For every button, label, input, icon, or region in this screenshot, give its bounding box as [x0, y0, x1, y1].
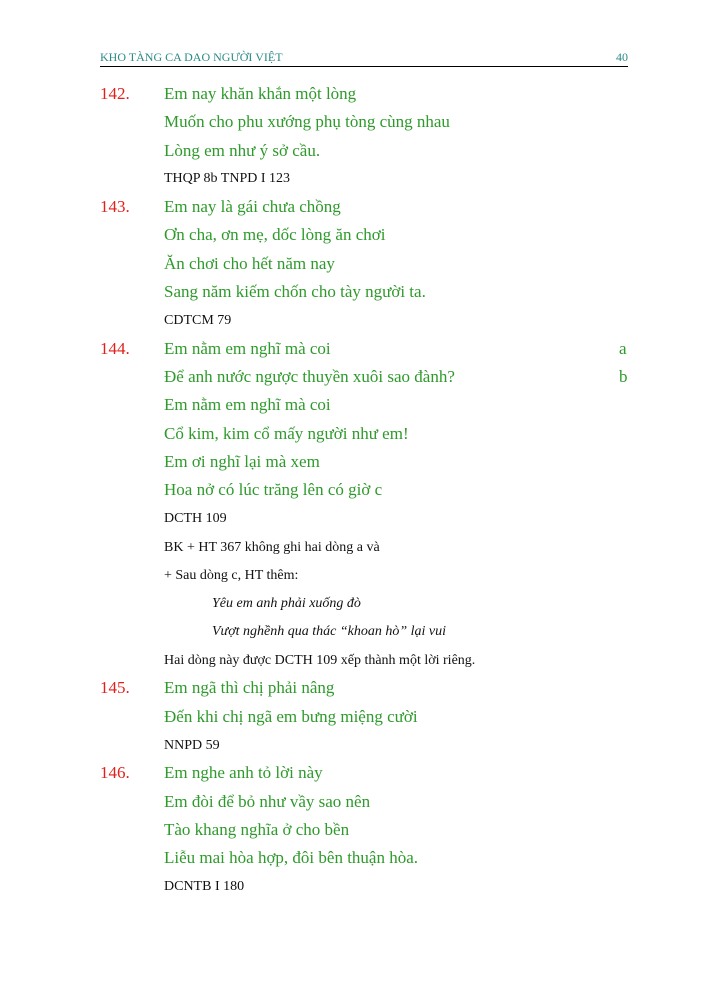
verse-line: Ơn cha, ơn mẹ, dốc lòng ăn chơi: [164, 225, 386, 244]
source-reference: THQP 8b TNPD I 123: [164, 171, 291, 186]
verse-line: Để anh nước ngược thuyền xuôi sao đành?: [164, 367, 455, 386]
verse-line: Ăn chơi cho hết năm nay: [164, 254, 335, 273]
verse-line: Lòng em như ý sở cầu.: [164, 141, 321, 160]
verse-line: Em ơi nghĩ lại mà xem: [164, 452, 320, 471]
verse-line: Em nghe anh tỏ lời này: [164, 763, 323, 782]
verse-line: Em nay là gái chưa chồng: [164, 197, 341, 216]
verse-line: Sang năm kiếm chốn cho tày người ta.: [164, 282, 426, 301]
verse-line: Em nằm em nghĩ mà coi: [164, 339, 331, 358]
verse-line: Muốn cho phu xướng phụ tòng cùng nhau: [164, 112, 450, 131]
line-marker: b: [619, 367, 628, 386]
note-line: BK + HT 367 không ghi hai dòng a và: [164, 540, 380, 555]
line-marker: a: [619, 339, 627, 358]
verse-line: Em đòi để bỏ như vầy sao nên: [164, 792, 371, 811]
verse-line: Hoa nở có lúc trăng lên có giờ c: [164, 480, 383, 499]
quoted-verse: Vượt nghềnh qua thác “khoan hò” lại vui: [212, 624, 447, 639]
source-reference: DCTH 109: [164, 511, 227, 526]
verse-line: Liễu mai hòa hợp, đôi bên thuận hòa.: [164, 848, 419, 867]
book-title: KHO TÀNG CA DAO NGƯỜI VIỆT: [100, 50, 283, 64]
page-header: [100, 50, 628, 67]
verse-line: Cổ kim, kim cổ mấy người như em!: [164, 424, 409, 443]
page-number: 40: [616, 50, 628, 64]
entry-number: 146.: [100, 763, 130, 782]
verse-line: Đến khi chị ngã em bưng miệng cười: [164, 707, 418, 726]
entry-number: 143.: [100, 197, 130, 216]
verse-line: Tào khang nghĩa ở cho bền: [164, 820, 350, 839]
quoted-verse: Yêu em anh phải xuống đò: [212, 596, 361, 611]
source-reference: DCNTB I 180: [164, 879, 245, 894]
note-line: + Sau dòng c, HT thêm:: [164, 568, 299, 583]
verse-line: Em nằm em nghĩ mà coi: [164, 395, 331, 414]
source-reference: NNPD 59: [164, 738, 220, 753]
note-line: Hai dòng này được DCTH 109 xếp thành một lời riêng.: [164, 653, 476, 668]
source-reference: CDTCM 79: [164, 313, 232, 328]
entry-number: 145.: [100, 678, 130, 697]
entry-number: 144.: [100, 339, 130, 358]
verse-line: Em ngã thì chị phải nâng: [164, 678, 335, 697]
entry-number: 142.: [100, 84, 130, 103]
verse-line: Em nay khăn khắn một lòng: [164, 84, 357, 103]
